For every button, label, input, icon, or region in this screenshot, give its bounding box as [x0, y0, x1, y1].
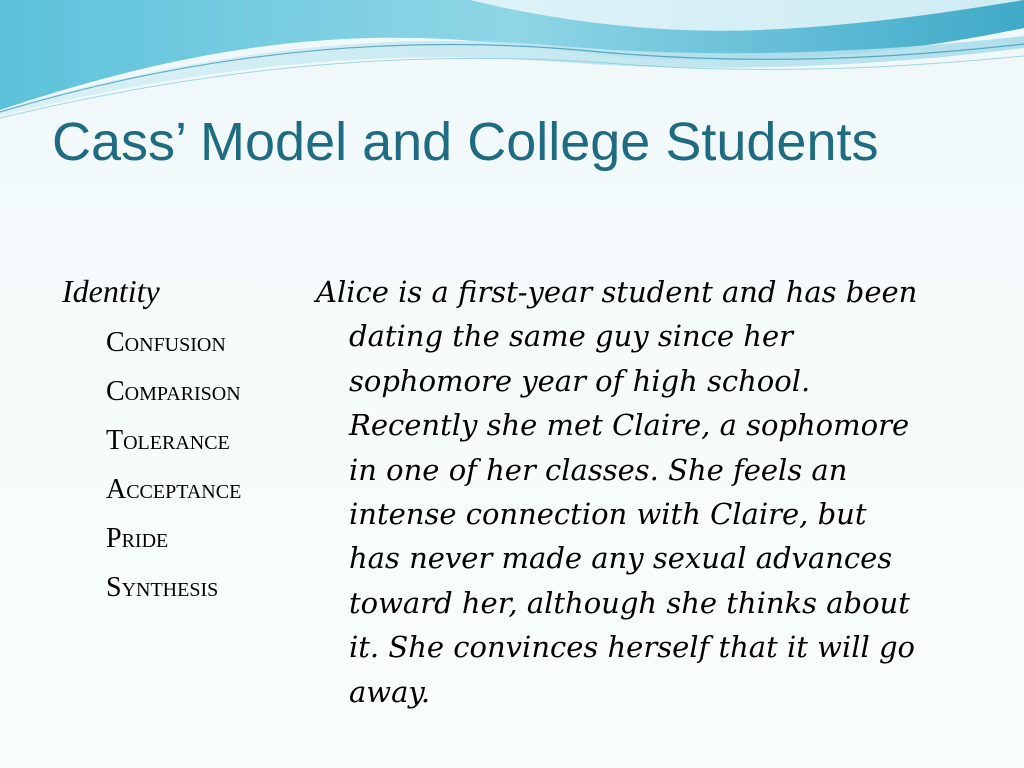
- stage-synthesis: Synthesis: [106, 572, 219, 603]
- stage-pride: Pride: [106, 523, 169, 554]
- stage-confusion: Confusion: [106, 327, 226, 358]
- scenario-text: Alice is a first-year student and has been dating the same guy since her sophomore year of high school. Recently she met Claire, a sophomore in one of her classes. She feels an intense connection with Claire, but has never made any sexual advances toward her, although she thinks about it. She convinces herself that it will go away.: [316, 275, 918, 709]
- stage-acceptance: Acceptance: [106, 474, 242, 505]
- identity-stages-column: [62, 270, 312, 612]
- stage-comparison: Comparison: [106, 376, 241, 407]
- stage-list: [62, 318, 312, 612]
- stage-tolerance: Tolerance: [106, 425, 230, 456]
- slide-title: Cass’ Model and College Students: [52, 112, 879, 172]
- identity-heading: Identity: [62, 273, 160, 309]
- scenario-column: [316, 270, 966, 714]
- decorative-wave-banner: [0, 0, 1024, 120]
